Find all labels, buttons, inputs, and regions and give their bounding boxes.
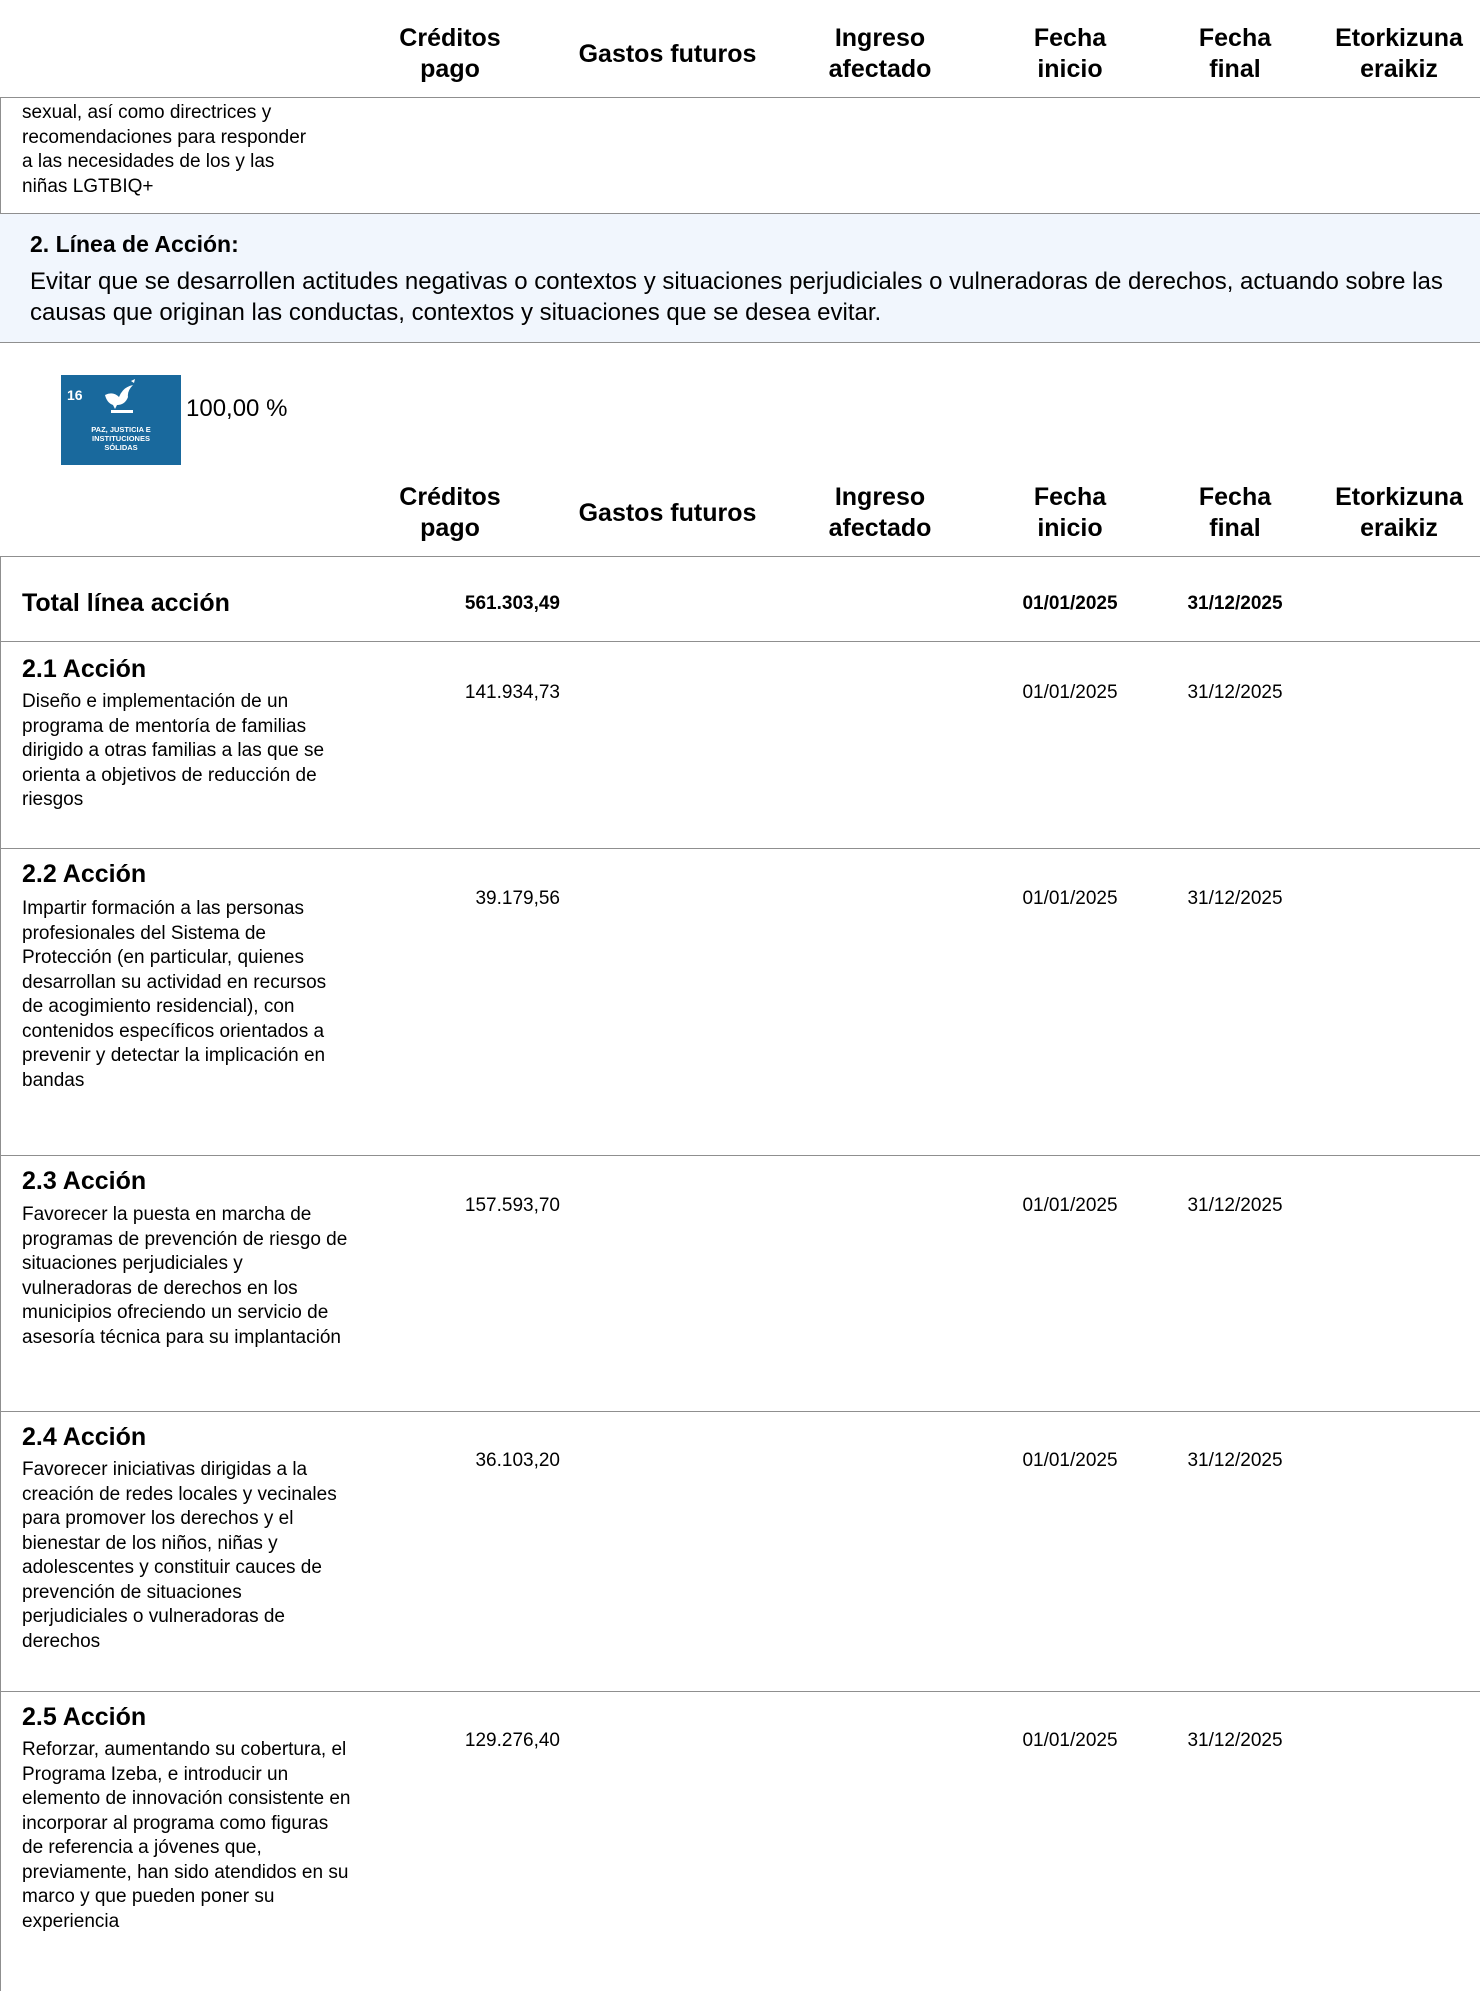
total-fecha-final: 31/12/2025 bbox=[1187, 593, 1283, 614]
header-gastos: Gastos futuros bbox=[578, 498, 757, 527]
linea-accion-description: Evitar que se desarrollen actitudes negativas o contextos y situaciones perjudiciales o vulneradoras de derechos, actuando sobre las causas que originan las conductas, contextos y situaciones que se desea evitar. bbox=[30, 268, 1443, 326]
header-fecha-inicio: Fecha inicio bbox=[1033, 24, 1107, 83]
action-creditos: 157.593,70 bbox=[464, 1195, 560, 1216]
action-description: Reforzar, aumentando su cobertura, el Programa Izeba, e introducir un elemento de innovación consistente en incorporar al programa como figuras de referencia a jóvenes que, previamente, han sido atendidos en su marco y que pueden poner su experiencia bbox=[22, 1739, 351, 1932]
continued-action-text: sexual, así como directrices y recomendaciones para responder a las necesidades de los y las niñas LGTBIQ+ bbox=[22, 102, 307, 197]
header-etorkizuna: Etorkizuna eraikiz bbox=[1335, 24, 1463, 83]
action-description: Favorecer iniciativas dirigidas a la creación de redes locales y vecinales para promover los derechos y el bienestar de los niños, niñas y adolescentes y constituir cauces de prevención de situaciones perjudiciales o vulneradoras de derechos bbox=[22, 1459, 337, 1652]
action-title: 2.1 Acción bbox=[22, 655, 147, 683]
divider bbox=[0, 1155, 1480, 1156]
action-creditos: 39.179,56 bbox=[475, 888, 560, 909]
action-description: Impartir formación a las personas profesionales del Sistema de Protección (en particular, quienes desarrollan su actividad en recursos de acogimiento residencial), con contenidos específicos orientados a prevenir y detectar la implicación en bandas bbox=[22, 898, 327, 1091]
action-fecha-inicio: 01/01/2025 bbox=[1022, 888, 1118, 909]
action-title: 2.3 Acción bbox=[22, 1167, 147, 1195]
action-fecha-inicio: 01/01/2025 bbox=[1022, 1195, 1118, 1216]
sdg-label: PAZ, JUSTICIA E INSTITUCIONES SÓLIDAS bbox=[91, 425, 151, 452]
header-fecha-inicio: Fecha inicio bbox=[1033, 483, 1107, 542]
action-creditos: 141.934,73 bbox=[464, 682, 560, 703]
action-title: 2.4 Acción bbox=[22, 1423, 147, 1451]
divider bbox=[0, 342, 1480, 343]
action-description: Favorecer la puesta en marcha de programas de prevención de riesgo de situaciones perjudiciales y vulneradoras de derechos en los municipios ofreciendo un servicio de asesoría técnica para su implantación bbox=[22, 1204, 348, 1348]
action-fecha-inicio: 01/01/2025 bbox=[1022, 1450, 1118, 1471]
header-creditos: Créditos pago bbox=[399, 24, 501, 83]
left-border bbox=[0, 556, 1, 1991]
divider bbox=[0, 641, 1480, 642]
header-gastos: Gastos futuros bbox=[578, 39, 757, 68]
divider bbox=[0, 556, 1480, 557]
sdg-number: 16 bbox=[67, 387, 83, 403]
linea-accion-title: 2. Línea de Acción: bbox=[30, 231, 239, 257]
header-fecha-final: Fecha final bbox=[1198, 24, 1272, 83]
action-fecha-final: 31/12/2025 bbox=[1187, 888, 1283, 909]
action-creditos: 129.276,40 bbox=[464, 1730, 560, 1751]
divider bbox=[0, 1691, 1480, 1692]
total-fecha-inicio: 01/01/2025 bbox=[1022, 593, 1118, 614]
action-description: Diseño e implementación de un programa de mentoría de familias dirigido a otras familias a las que se orienta a objetivos de reducción de riesgos bbox=[22, 691, 325, 810]
action-fecha-final: 31/12/2025 bbox=[1187, 1450, 1283, 1471]
table-header-top bbox=[0, 12, 1480, 96]
action-creditos: 36.103,20 bbox=[475, 1450, 560, 1471]
divider bbox=[0, 97, 1480, 98]
action-title: 2.2 Acción bbox=[22, 860, 147, 888]
sdg-percent: 100,00 % bbox=[186, 395, 288, 422]
header-ingreso: Ingreso afectado bbox=[828, 483, 932, 542]
action-title: 2.5 Acción bbox=[22, 1703, 147, 1731]
dove-icon bbox=[101, 377, 141, 417]
header-fecha-final: Fecha final bbox=[1198, 483, 1272, 542]
divider bbox=[0, 848, 1480, 849]
header-creditos: Créditos pago bbox=[399, 483, 501, 542]
total-label: Total línea acción bbox=[22, 589, 230, 617]
action-fecha-final: 31/12/2025 bbox=[1187, 682, 1283, 703]
action-fecha-inicio: 01/01/2025 bbox=[1022, 1730, 1118, 1751]
sdg-16-badge bbox=[61, 375, 181, 465]
total-creditos: 561.303,49 bbox=[464, 593, 560, 614]
divider bbox=[0, 1411, 1480, 1412]
action-fecha-final: 31/12/2025 bbox=[1187, 1195, 1283, 1216]
header-ingreso: Ingreso afectado bbox=[828, 24, 932, 83]
action-fecha-final: 31/12/2025 bbox=[1187, 1730, 1283, 1751]
table-header-second bbox=[0, 471, 1480, 555]
action-fecha-inicio: 01/01/2025 bbox=[1022, 682, 1118, 703]
header-etorkizuna: Etorkizuna eraikiz bbox=[1335, 483, 1463, 542]
